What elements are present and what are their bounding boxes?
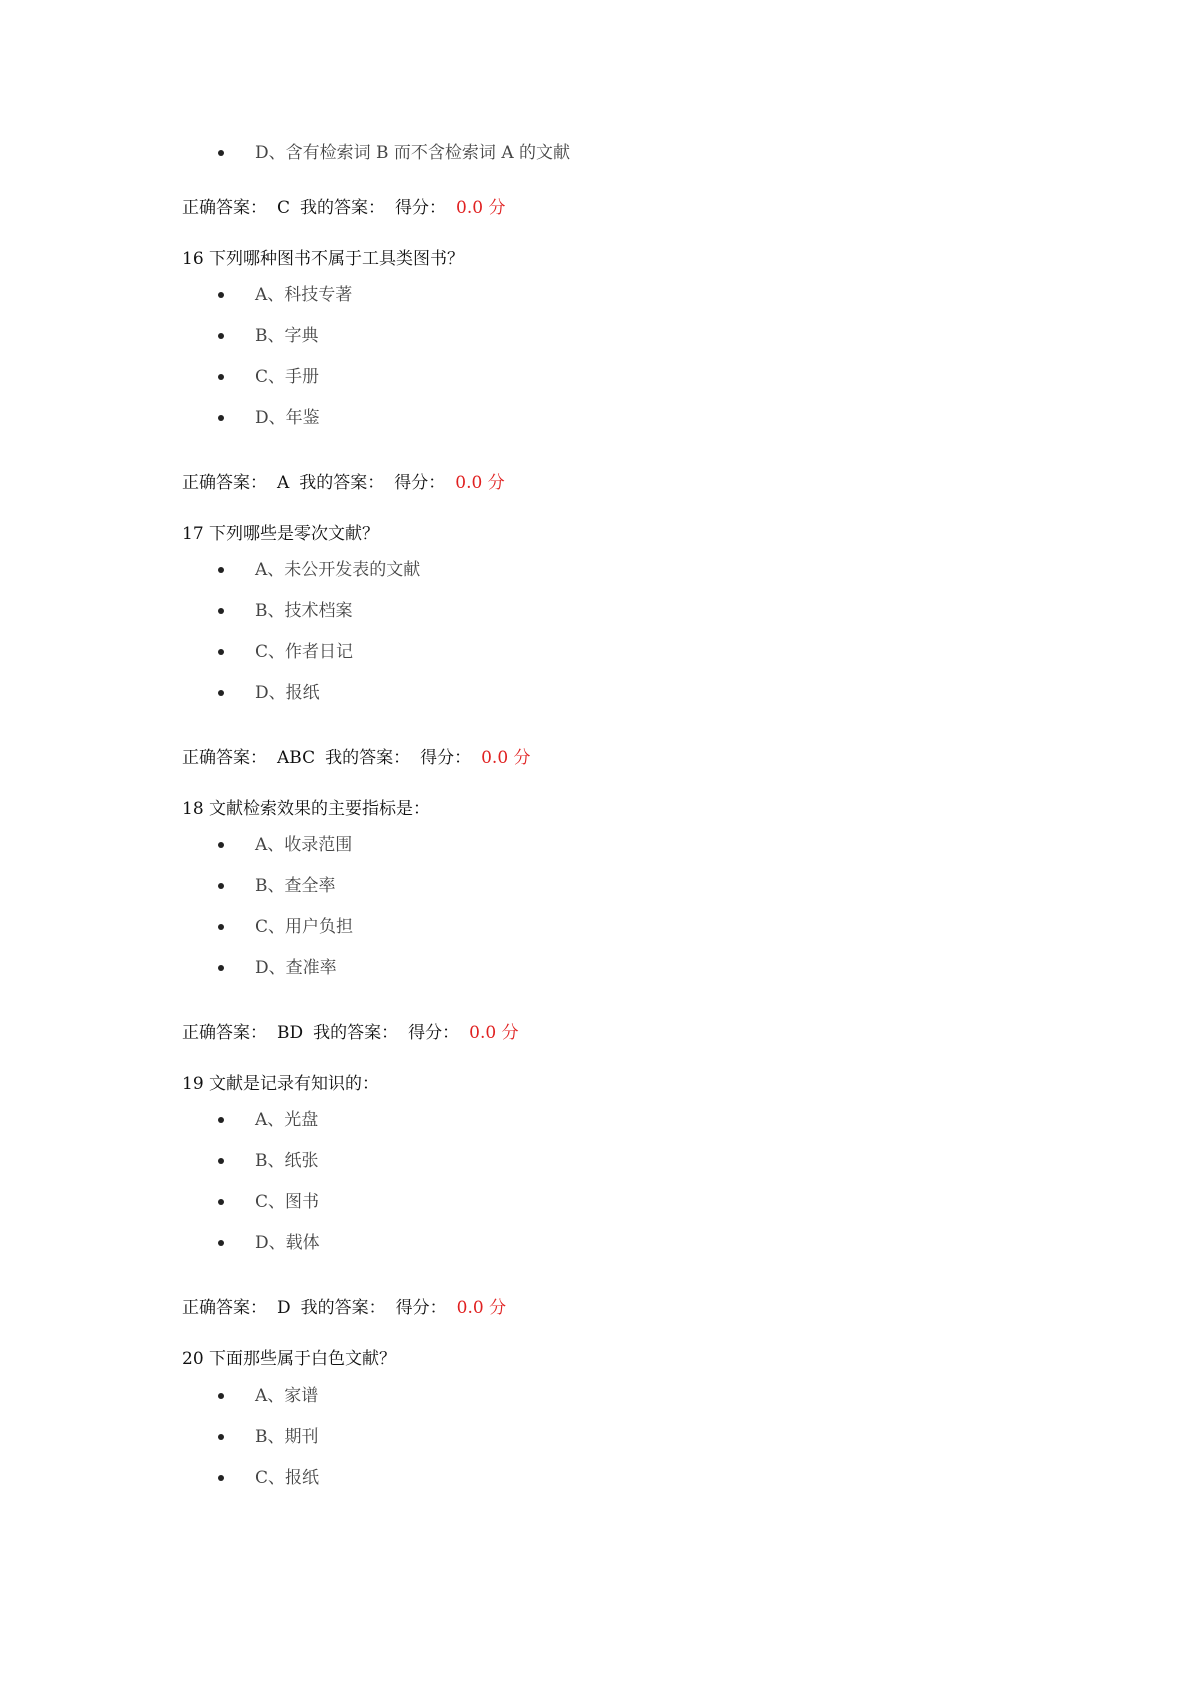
option-item: B、字典: [255, 326, 319, 346]
option-item: A、家谱: [255, 1386, 319, 1406]
score-value: 0.0 分: [481, 748, 531, 768]
bullet-icon: [218, 1393, 224, 1399]
question-title: 17 下列哪些是零次文献？: [182, 524, 380, 544]
bullet-icon: [218, 1475, 224, 1481]
my-answer-label: 我的答案：: [325, 748, 411, 768]
option-item: B、技术档案: [255, 601, 353, 621]
option-item: B、期刊: [255, 1427, 319, 1447]
score-label: 得分：: [420, 748, 472, 768]
bullet-icon: [218, 333, 224, 339]
bullet-icon: [218, 292, 224, 298]
score-value: 0.0 分: [456, 1298, 507, 1318]
correct-answer-label: 正确答案：: [182, 473, 267, 493]
question-title: 18 文献检索效果的主要指标是：: [182, 799, 431, 819]
answer-line: [182, 746, 531, 770]
option-item: D、含有检索词 B 而不含检索词 A 的文献: [255, 143, 571, 163]
bullet-icon: [218, 924, 224, 930]
option-item: C、图书: [255, 1192, 320, 1212]
answer-line: [182, 471, 505, 495]
score-value: 0.0 分: [455, 473, 505, 493]
answer-line: [182, 196, 505, 220]
correct-answer-value: A: [277, 473, 290, 493]
option-item: C、手册: [255, 367, 320, 387]
bullet-icon: [218, 567, 224, 573]
score-value: 0.0 分: [469, 1023, 519, 1043]
correct-answer-value: BD: [277, 1023, 304, 1043]
score-label: 得分：: [395, 1298, 447, 1318]
option-item: C、报纸: [255, 1468, 320, 1488]
question-title: 20 下面那些属于白色文献？: [182, 1349, 397, 1369]
my-answer-label: 我的答案：: [313, 1023, 399, 1043]
bullet-icon: [218, 415, 224, 421]
bullet-icon: [218, 690, 224, 696]
option-item: B、纸张: [255, 1151, 319, 1171]
answer-line: [182, 1296, 506, 1320]
bullet-icon: [218, 1117, 224, 1123]
option-item: A、光盘: [255, 1110, 319, 1130]
score-label: 得分：: [395, 198, 447, 218]
bullet-icon: [218, 883, 224, 889]
correct-answer-label: 正确答案：: [182, 748, 267, 768]
option-item: D、载体: [255, 1233, 320, 1253]
question-title: 19 文献是记录有知识的：: [182, 1074, 380, 1094]
bullet-icon: [218, 649, 224, 655]
score-label: 得分：: [408, 1023, 460, 1043]
question-title: 16 下列哪种图书不属于工具类图书？: [182, 249, 465, 269]
option-item: D、年鉴: [255, 408, 320, 428]
option-item: A、收录范围: [255, 835, 353, 855]
option-item: B、查全率: [255, 876, 336, 896]
my-answer-label: 我的答案：: [299, 473, 385, 493]
correct-answer-value: C: [277, 198, 291, 218]
bullet-icon: [218, 1434, 224, 1440]
bullet-icon: [218, 1199, 224, 1205]
option-item: C、作者日记: [255, 642, 354, 662]
bullet-icon: [218, 374, 224, 380]
my-answer-label: 我的答案：: [300, 1298, 386, 1318]
bullet-icon: [218, 608, 224, 614]
score-label: 得分：: [394, 473, 446, 493]
bullet-icon: [218, 842, 224, 848]
answer-line: [182, 1021, 519, 1045]
option-item: C、用户负担: [255, 917, 354, 937]
option-item: A、未公开发表的文献: [255, 560, 421, 580]
my-answer-label: 我的答案：: [300, 198, 386, 218]
score-value: 0.0 分: [456, 198, 506, 218]
bullet-icon: [218, 1240, 224, 1246]
correct-answer-label: 正确答案：: [182, 1023, 267, 1043]
option-item: D、报纸: [255, 683, 320, 703]
correct-answer-label: 正确答案：: [182, 198, 267, 218]
bullet-icon: [218, 965, 224, 971]
option-item: A、科技专著: [255, 285, 353, 305]
correct-answer-label: 正确答案：: [182, 1298, 267, 1318]
bullet-icon: [218, 1158, 224, 1164]
correct-answer-value: ABC: [277, 748, 316, 768]
correct-answer-value: D: [277, 1298, 291, 1318]
bullet-icon: [218, 150, 224, 156]
option-item: D、查准率: [255, 958, 337, 978]
